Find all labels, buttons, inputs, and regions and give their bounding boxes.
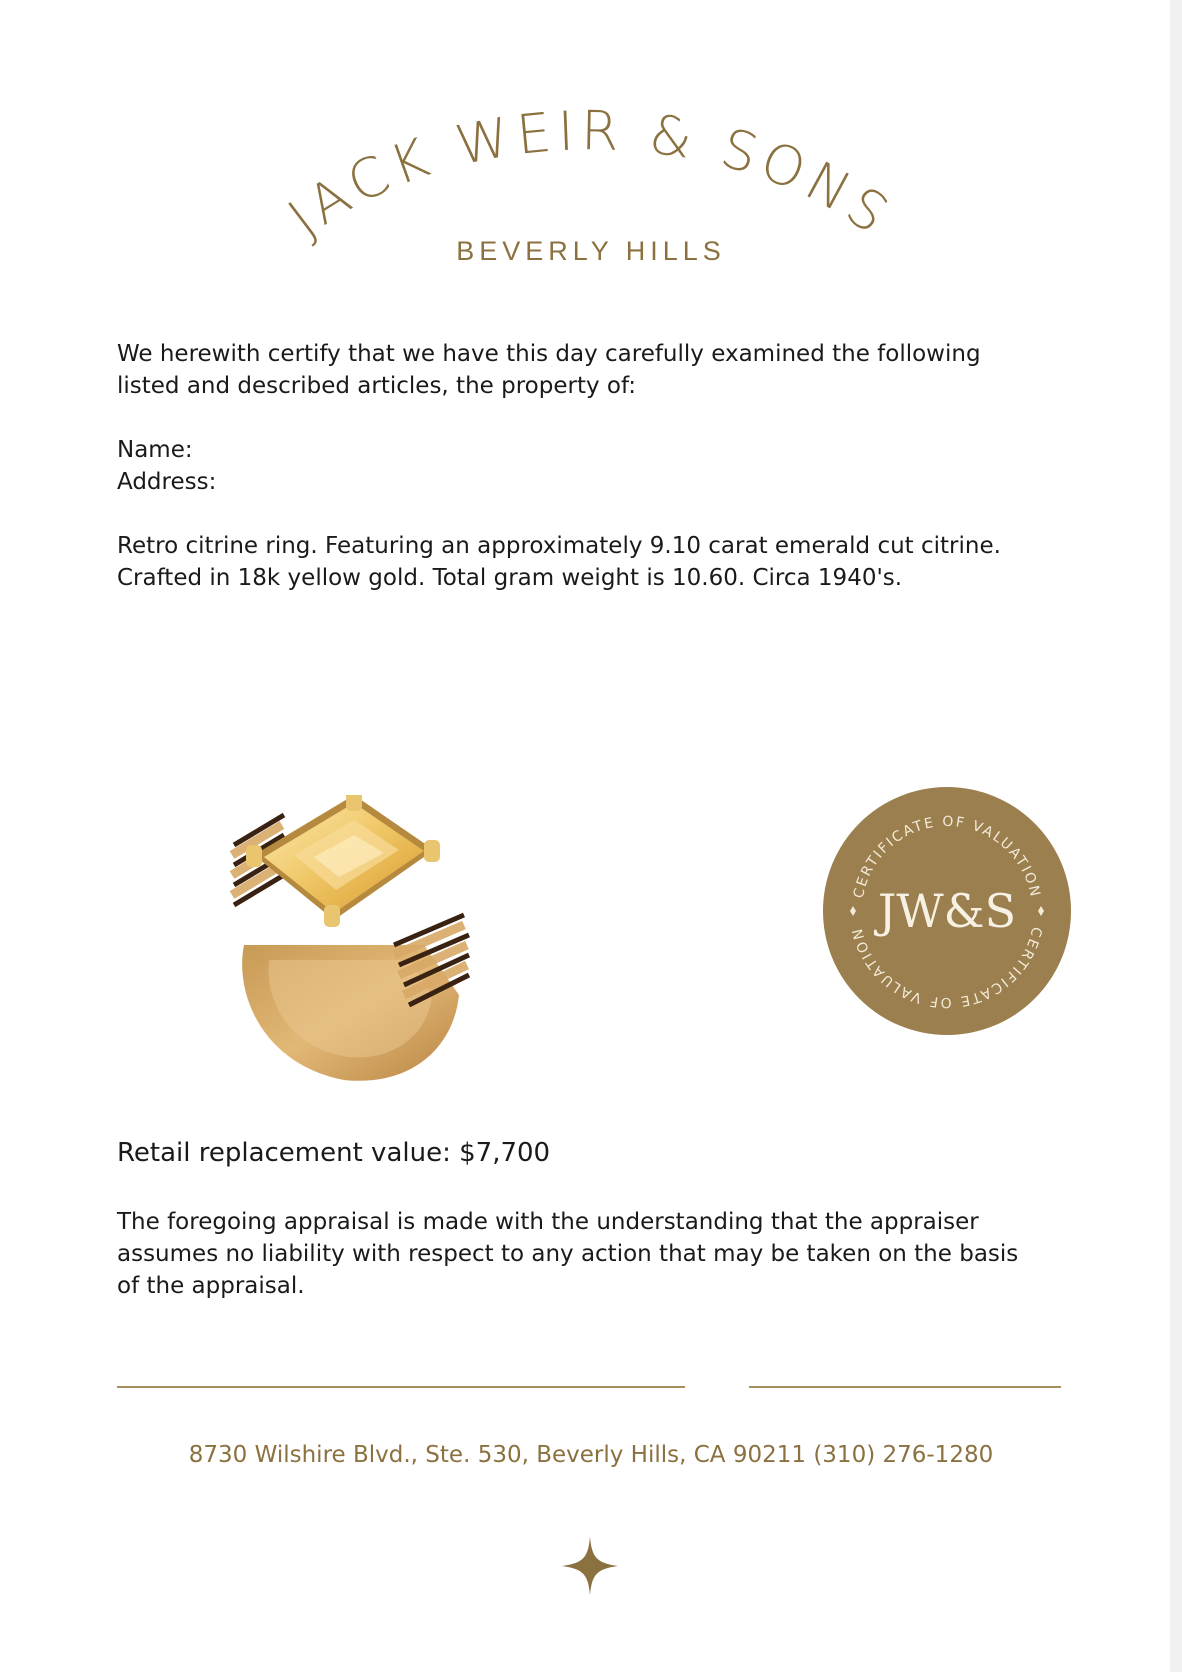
certification-statement: We herewith certify that we have this day carefully examined the following listed and described articles, the property of: [117, 341, 981, 399]
brand-city: BEVERLY HILLS [456, 236, 726, 266]
retail-value [117, 1138, 550, 1168]
owner-name-label: Name: [117, 437, 193, 463]
liability-disclaimer: The foregoing appraisal is made with the understanding that the appraiser assumes no liability with respect to any action that may be taken on the basis of the appraisal. [117, 1209, 1019, 1299]
certificate-seal [822, 786, 1072, 1036]
seal-text-top-path: CERTIFICATE OF VALUATION [850, 813, 1044, 900]
seal-monogram: JW&S [877, 884, 1017, 938]
date-line [749, 1386, 1061, 1388]
footer-address: 8730 Wilshire Blvd., Ste. 530, Beverly Hills, CA 90211 (310) 276-1280 [188, 1442, 994, 1468]
ring-photo [224, 795, 484, 1085]
seal-text-bottom-path: CERTIFICATE OF VALUATION [849, 925, 1045, 1011]
item-description: Retro citrine ring. Featuring an approximately 9.10 carat emerald cut citrine. Crafted in 18k yellow gold. Total gram weight is 10.60. Circa 1940's. [117, 533, 1001, 591]
retail-value-amount: $7,700 [459, 1138, 551, 1168]
four-point-star-icon [562, 1537, 618, 1595]
retail-value-label: Retail replacement value: [117, 1138, 451, 1168]
signature-line [117, 1386, 685, 1388]
brand-name [277, 99, 905, 249]
letterhead [0, 0, 1182, 300]
brand-name-path: JACK WEIR & SONS [276, 99, 905, 250]
owner-address-label: Address: [117, 469, 217, 495]
